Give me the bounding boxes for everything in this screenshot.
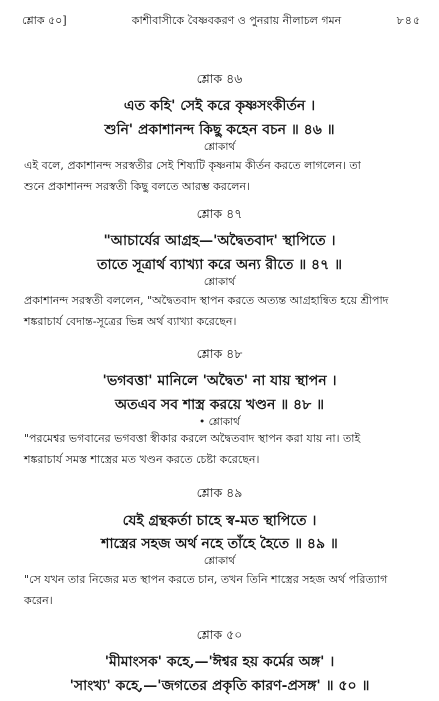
verse-number: শ্লোক ৪৯ <box>196 485 243 500</box>
verse-line: এত কহি' সেই করে কৃষ্ণসংকীর্তন । <box>123 98 316 114</box>
verse-line: শুনি' প্রকাশানন্দ কিছু কহেন বচন ॥ ৪৬ ॥ <box>104 122 335 138</box>
translation-paragraph <box>24 155 421 197</box>
verse-line: "আচার্যের আগ্রহ—'অদ্বৈতবাদ' স্থাপিতে । <box>103 233 336 249</box>
verse-line: তাতে সূত্রার্থ ব্যাখ্যা করে অন্য রীতে ॥ ৪৭ ॥ <box>96 257 343 273</box>
verse-line: 'ভগবত্তা' মানিলে 'অদ্বৈত' না যায় স্থাপন । <box>102 373 337 389</box>
verse-number: শ্লোক ৪৮ <box>196 346 243 361</box>
translation-line: প্রকাশানন্দ সরস্বতী বললেন, "অদ্বৈতবাদ স্থাপন করতে অত্যন্ত আগ্রহান্বিত হয়ে শ্রীপাদ <box>24 294 389 307</box>
translation-line: এই বলে, প্রকাশানন্দ সরস্বতীর সেই শিষ্যটি কৃষ্ণনাম কীর্তন করতে লাগলেন। তা <box>24 159 361 172</box>
verse-number: শ্লোক ৫০ <box>196 627 243 642</box>
header-verse-range: শ্লোক ৫০] <box>22 14 67 27</box>
translation-label: • শ্লোকার্থ <box>199 416 240 428</box>
running-header <box>22 12 421 28</box>
verse-line: যেই গ্রন্থকর্তা চাহে স্ব-মত স্থাপিতে । <box>122 513 317 529</box>
translation-line: "সে যখন তার নিজের মত স্থাপন করতে চান, তখন তিনি শাস্ত্রের সহজ অর্থ পরিত্যাগ <box>24 573 388 586</box>
translation-line: শুনে প্রকাশানন্দ সরস্বতী কিছু বলতে আরম্ভ করলেন। <box>24 180 250 193</box>
translation-line: করেন। <box>24 594 53 607</box>
translation-label: শ্লোকার্থ <box>203 276 236 288</box>
page-number: ৮৪৫ <box>396 14 421 27</box>
header-chapter-title: কাশীবাসীকে বৈষ্ণবকরণ ও পুনরায় নীলাচল গমন <box>131 14 342 27</box>
verse-line: 'সাংখ্য' কহে,—'জগতের প্রকৃতি কারণ-প্রসঙ্গ' ॥ ৫০ ॥ <box>69 678 370 694</box>
verse-number: শ্লোক ৪৬ <box>196 71 243 86</box>
verse-number: শ্লোক ৪৭ <box>196 206 243 221</box>
translation-label: শ্লোকার্থ <box>203 141 236 153</box>
translation-line: শঙ্করাচার্য বেদান্ত-সূত্রের ভিন্ন অর্থ ব্যাখ্যা করেছেন। <box>24 315 237 328</box>
translation-label: শ্লোকার্থ <box>203 555 236 567</box>
translation-paragraph <box>24 569 421 611</box>
translation-paragraph <box>24 290 421 332</box>
verse-line: শাস্ত্রের সহজ অর্থ নহে তাঁহে হৈতে ॥ ৪৯ ॥ <box>101 536 338 552</box>
translation-line: শঙ্করাচার্য সমস্ত শাস্ত্রের মত খণ্ডন করতে চেষ্টা করেছেন। <box>24 453 260 466</box>
verse-line: 'মীমাংসক' কহে,—'ঈশ্বর হয় কর্মের অঙ্গ' । <box>104 654 335 670</box>
translation-line: "পরমেশ্বর ভগবানের ভগবত্তা স্বীকার করলে অদ্বৈতবাদ স্থাপন করা যায় না। তাই <box>24 432 361 445</box>
verse-line: অতএব সব শাস্ত্র করয়ে খণ্ডন ॥ ৪৮ ॥ <box>115 397 324 413</box>
translation-paragraph <box>24 428 421 470</box>
